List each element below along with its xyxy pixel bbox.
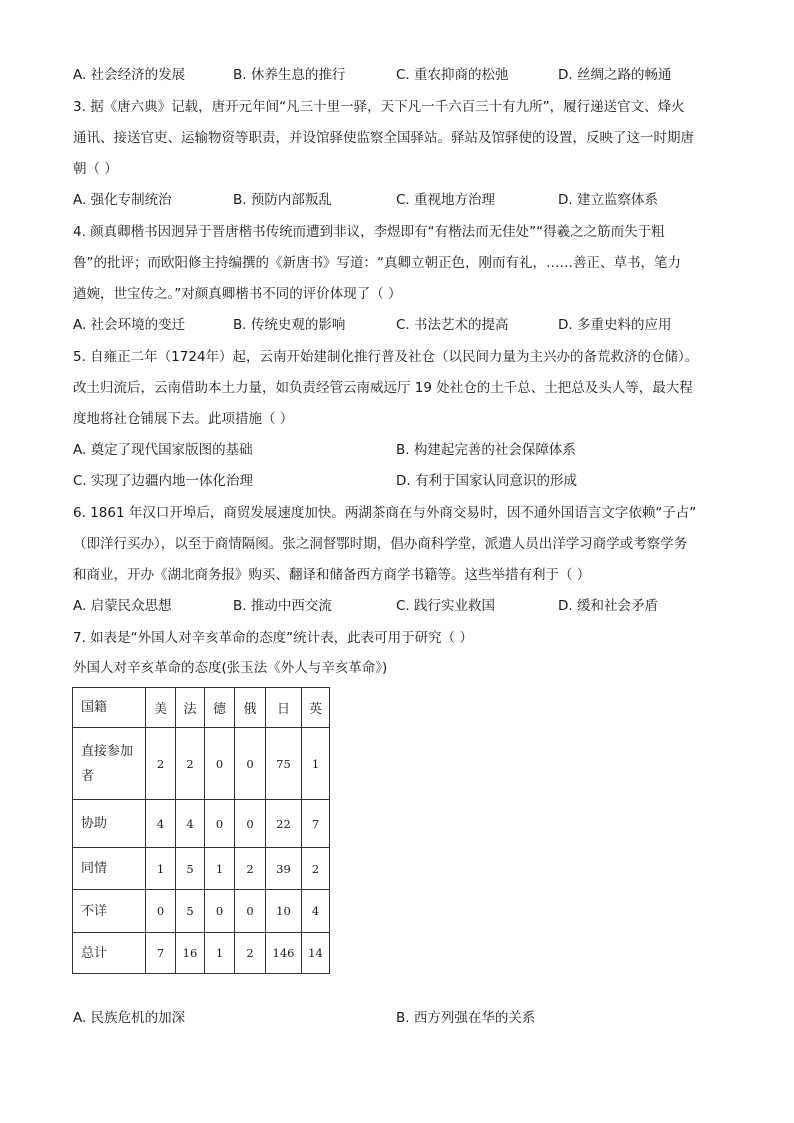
q3-option-d[interactable]: D. 建立监察体系 — [558, 192, 658, 208]
attitude-table — [72, 687, 330, 974]
q7-options — [73, 1008, 733, 1028]
table-cell: 0 — [205, 800, 235, 848]
q4-option-c[interactable]: C. 书法艺术的提高 — [396, 317, 509, 333]
q2-options — [73, 65, 733, 85]
table-cell: 2 — [176, 728, 205, 800]
q3-stem-line-3: 朝（ ） — [73, 161, 118, 177]
q4-stem-line-1: 4. 颜真卿楷书因迥异于晋唐楷书传统而遭到非议，李煜即有“有楷法而无佳处”“得羲之之筋而失于粗 — [73, 224, 665, 240]
table-cell: 1 — [146, 848, 176, 890]
table-cell: 4 — [146, 800, 176, 848]
q4-stem-line-2: 鲁”的批评；而欧阳修主持编撰的《新唐书》写道：“真卿立朝正色，刚而有礼，……善正、草书，笔力 — [73, 255, 681, 271]
table-cell: 0 — [235, 800, 266, 848]
q6-option-a[interactable]: A. 启蒙民众思想 — [73, 598, 172, 614]
q7-option-b[interactable]: B. 西方列强在华的关系 — [396, 1010, 536, 1026]
q5-option-a[interactable]: A. 奠定了现代国家版图的基础 — [73, 442, 253, 458]
table-cell: 0 — [205, 890, 235, 933]
q5-option-d[interactable]: D. 有利于国家认同意识的形成 — [396, 473, 577, 489]
q2-option-c[interactable]: C. 重农抑商的松弛 — [396, 67, 509, 83]
table-cell: 1 — [205, 848, 235, 890]
q6-stem-line-1: 6. 1861 年汉口开埠后，商贸发展速度加快。两湖茶商在与外商交易时，因不通外国语言文字依赖“子占” — [73, 505, 697, 521]
table-cell: 5 — [176, 890, 205, 933]
table-cell: 75 — [266, 728, 302, 800]
header-cell: 俄 — [235, 688, 266, 728]
row-label-line: 直接参加 — [81, 743, 134, 759]
table-cell: 4 — [176, 800, 205, 848]
header-cell: 日 — [266, 688, 302, 728]
table-cell: 2 — [235, 933, 266, 974]
q5-options-row-2 — [73, 471, 733, 491]
q6-stem-line-3: 和商业，开办《湖北商务报》购买、翻译和储备西方商学书籍等。这些举措有利于（ ） — [73, 567, 591, 583]
q5-options-row-1 — [73, 440, 733, 460]
q6-options — [73, 596, 733, 616]
table-cell: 5 — [176, 848, 205, 890]
q5-stem-line-2: 改土归流后，云南借助本土力量，如负责经管云南威远厅 19 处社仓的土千总、土把总及头人等，最大程 — [73, 380, 693, 396]
table-row — [73, 890, 330, 933]
table-cell: 1 — [302, 728, 330, 800]
table-cell: 0 — [205, 728, 235, 800]
q6-option-c[interactable]: C. 践行实业救国 — [396, 598, 496, 614]
header-cell: 国籍 — [73, 688, 146, 728]
header-cell: 英 — [302, 688, 330, 728]
q5-stem-line-3: 度地将社仓铺展下去。此项措施（ ） — [73, 411, 294, 427]
q3-option-b[interactable]: B. 预防内部叛乱 — [233, 192, 332, 208]
header-cell: 德 — [205, 688, 235, 728]
table-cell: 1 — [205, 933, 235, 974]
row-label: 不详 — [73, 890, 146, 933]
table-cell: 16 — [176, 933, 205, 974]
table-row-total — [73, 933, 330, 974]
table-row — [73, 728, 330, 800]
row-label-line: 者 — [81, 768, 95, 784]
row-label — [73, 728, 146, 800]
q3-stem-line-1: 3. 据《唐六典》记载，唐开元年间“凡三十里一驿，天下凡一千六百三十有九所”，履行递送官文、烽火 — [73, 99, 685, 115]
table-header-row — [73, 688, 330, 728]
q2-option-d[interactable]: D. 丝绸之路的畅通 — [558, 67, 672, 83]
table-cell: 39 — [266, 848, 302, 890]
table-caption: 外国人对辛亥革命的态度(张玉法《外人与辛亥革命》) — [73, 660, 388, 676]
q6-option-d[interactable]: D. 缓和社会矛盾 — [558, 598, 658, 614]
table-cell: 0 — [235, 890, 266, 933]
q6-option-b[interactable]: B. 推动中西交流 — [233, 598, 332, 614]
q4-option-a[interactable]: A. 社会环境的变迁 — [73, 317, 186, 333]
q4-option-d[interactable]: D. 多重史料的应用 — [558, 317, 672, 333]
header-cell: 法 — [176, 688, 205, 728]
q6-stem-line-2: （即洋行买办），以至于商情隔阂。张之洞督鄂时期，倡办商科学堂，派遣人员出洋学习商学或考察学务 — [73, 536, 688, 552]
q5-stem-line-1: 5. 自雍正二年（1724年）起，云南开始建制化推行普及社仓（以民间力量为主兴办的备荒救济的仓储）。 — [73, 349, 699, 365]
row-label: 同情 — [73, 848, 146, 890]
q3-stem-line-2: 通讯、接送官吏、运输物资等职责，并设馆驿使监察全国驿站。驿站及馆驿使的设置，反映了这一时期唐 — [73, 130, 694, 146]
q7-stem: 7. 如表是“外国人对辛亥革命的态度”统计表，此表可用于研究（ ） — [73, 630, 473, 646]
row-label: 协助 — [73, 800, 146, 848]
table-cell: 0 — [146, 890, 176, 933]
table-cell: 2 — [146, 728, 176, 800]
q4-stem-line-3: 遒婉，世宝传之。”对颜真卿楷书不同的评价体现了（ ） — [73, 286, 402, 302]
header-cell: 美 — [146, 688, 176, 728]
q3-options — [73, 190, 733, 210]
q4-options — [73, 315, 733, 335]
q7-option-a[interactable]: A. 民族危机的加深 — [73, 1010, 186, 1026]
table-cell: 2 — [235, 848, 266, 890]
q3-option-c[interactable]: C. 重视地方治理 — [396, 192, 496, 208]
table-cell: 146 — [266, 933, 302, 974]
table-cell: 22 — [266, 800, 302, 848]
table-row — [73, 800, 330, 848]
q4-option-b[interactable]: B. 传统史观的影响 — [233, 317, 346, 333]
q3-option-a[interactable]: A. 强化专制统治 — [73, 192, 172, 208]
table-cell: 7 — [146, 933, 176, 974]
table-cell: 7 — [302, 800, 330, 848]
row-label: 总计 — [73, 933, 146, 974]
table-cell: 10 — [266, 890, 302, 933]
table-cell: 4 — [302, 890, 330, 933]
q2-option-b[interactable]: B. 休养生息的推行 — [233, 67, 346, 83]
table-row — [73, 848, 330, 890]
table-cell: 2 — [302, 848, 330, 890]
q5-option-b[interactable]: B. 构建起完善的社会保障体系 — [396, 442, 576, 458]
q5-option-c[interactable]: C. 实现了边疆内地一体化治理 — [73, 473, 254, 489]
table-cell: 0 — [235, 728, 266, 800]
q2-option-a[interactable]: A. 社会经济的发展 — [73, 67, 186, 83]
table-cell: 14 — [302, 933, 330, 974]
